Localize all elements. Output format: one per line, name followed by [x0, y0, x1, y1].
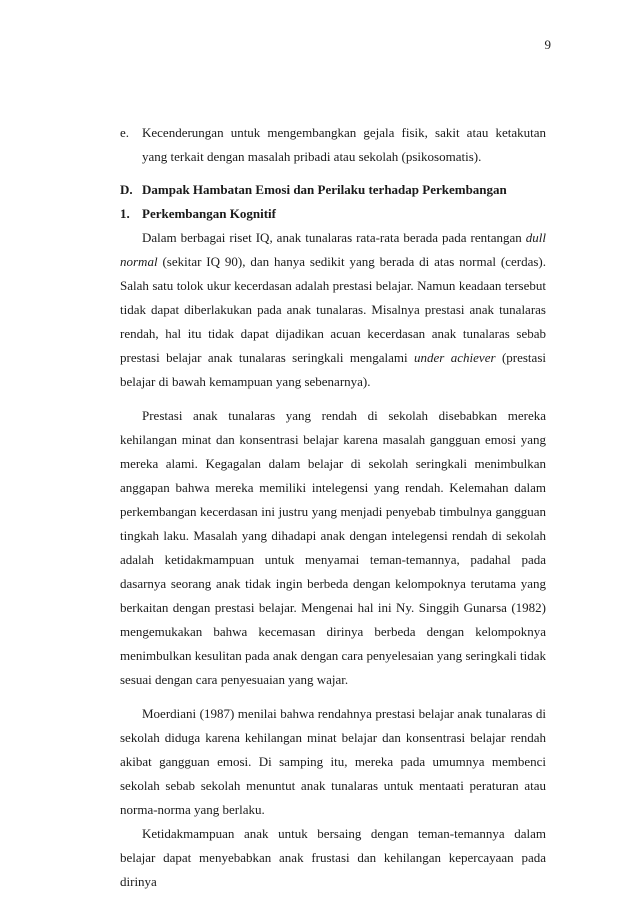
- document-body: [120, 121, 546, 894]
- section-heading-d: [120, 178, 546, 202]
- paragraph-1-text-a: Dalam berbagai riset IQ, anak tunalaras rata-rata berada pada rentangan: [142, 230, 526, 245]
- subsection-marker: 1.: [120, 206, 130, 221]
- paragraph-4: Ketidakmampuan anak untuk bersaing dengan teman-temannya dalam belajar dapat menyebabkan anak frustasi dan kehilangan kepercayaan pada dirinya: [120, 826, 546, 889]
- paragraph-1-text-b: (sekitar IQ 90), dan hanya sedikit yang berada di atas normal (cerdas). Salah satu tolok ukur kecerdasan adalah prestasi belajar. Namun keadaan tersebut tidak dapat diberlakukan pada anak tunalaras. Misalnya prestasi anak tunalaras rendah, hal itu tidak dapat dijadikan acuan kecerdasan anak tunalaras sebab prestasi belajar anak tunalaras seringkali mengalami: [120, 254, 546, 365]
- subsection-heading-1: [120, 202, 546, 226]
- section-title: Dampak Hambatan Emosi dan Perilaku terhadap Perkembangan: [142, 182, 507, 197]
- section-marker: D.: [120, 182, 133, 197]
- paragraph-1-italic-term-a: dull normal: [120, 230, 546, 269]
- list-item-text: Kecenderungan untuk mengembangkan gejala fisik, sakit atau ketakutan yang terkait dengan masalah pribadi atau sekolah (psikosomatis).: [142, 125, 546, 164]
- list-item-e: [120, 121, 546, 169]
- paragraph-1-italic-term-b: under achiever: [414, 350, 496, 365]
- paragraph-1-text-c: (prestasi belajar di bawah kemampuan yang sebenarnya).: [120, 350, 546, 389]
- list-marker: e.: [120, 125, 130, 140]
- subsection-title: Perkembangan Kognitif: [142, 206, 276, 221]
- paragraph-2: Prestasi anak tunalaras yang rendah di sekolah disebabkan mereka kehilangan minat dan konsentrasi belajar karena masalah gangguan emosi yang mereka alami. Kegagalan dalam belajar di sekolah seringkali menimbulkan anggapan bahwa mereka memiliki intelegensi yang rendah. Kelemahan dalam perkembangan kecerdasan ini justru yang menjadi penyebab timbulnya gangguan tingkah laku. Masalah yang dihadapi anak dengan intelegensi rendah di sekolah adalah ketidakmampuan untuk menyamai teman-temannya, padahal pada dasarnya seorang anak tidak ingin berbeda dengan kelompoknya terutama yang berkaitan dengan prestasi belajar. Mengenai hal ini Ny. Singgih Gunarsa (1982) mengemukakan bahwa kecemasan dirinya berbeda dengan kelompoknya menimbulkan kesulitan pada anak dengan cara penyelesaian yang seringkali tidak sesuai dengan cara penyesuaian yang wajar.: [120, 408, 546, 687]
- paragraph-3: Moerdiani (1987) menilai bahwa rendahnya prestasi belajar anak tunalaras di sekolah diduga karena kehilangan minat belajar dan konsentrasi belajar rendah akibat gangguan emosi. Di samping itu, mereka pada umumnya membenci sekolah sebab sekolah menuntut anak tunalaras untuk mentaati peraturan atau norma-norma yang berlaku.: [120, 706, 546, 817]
- page-number: 9: [544, 37, 551, 52]
- paragraph-1: [120, 226, 546, 394]
